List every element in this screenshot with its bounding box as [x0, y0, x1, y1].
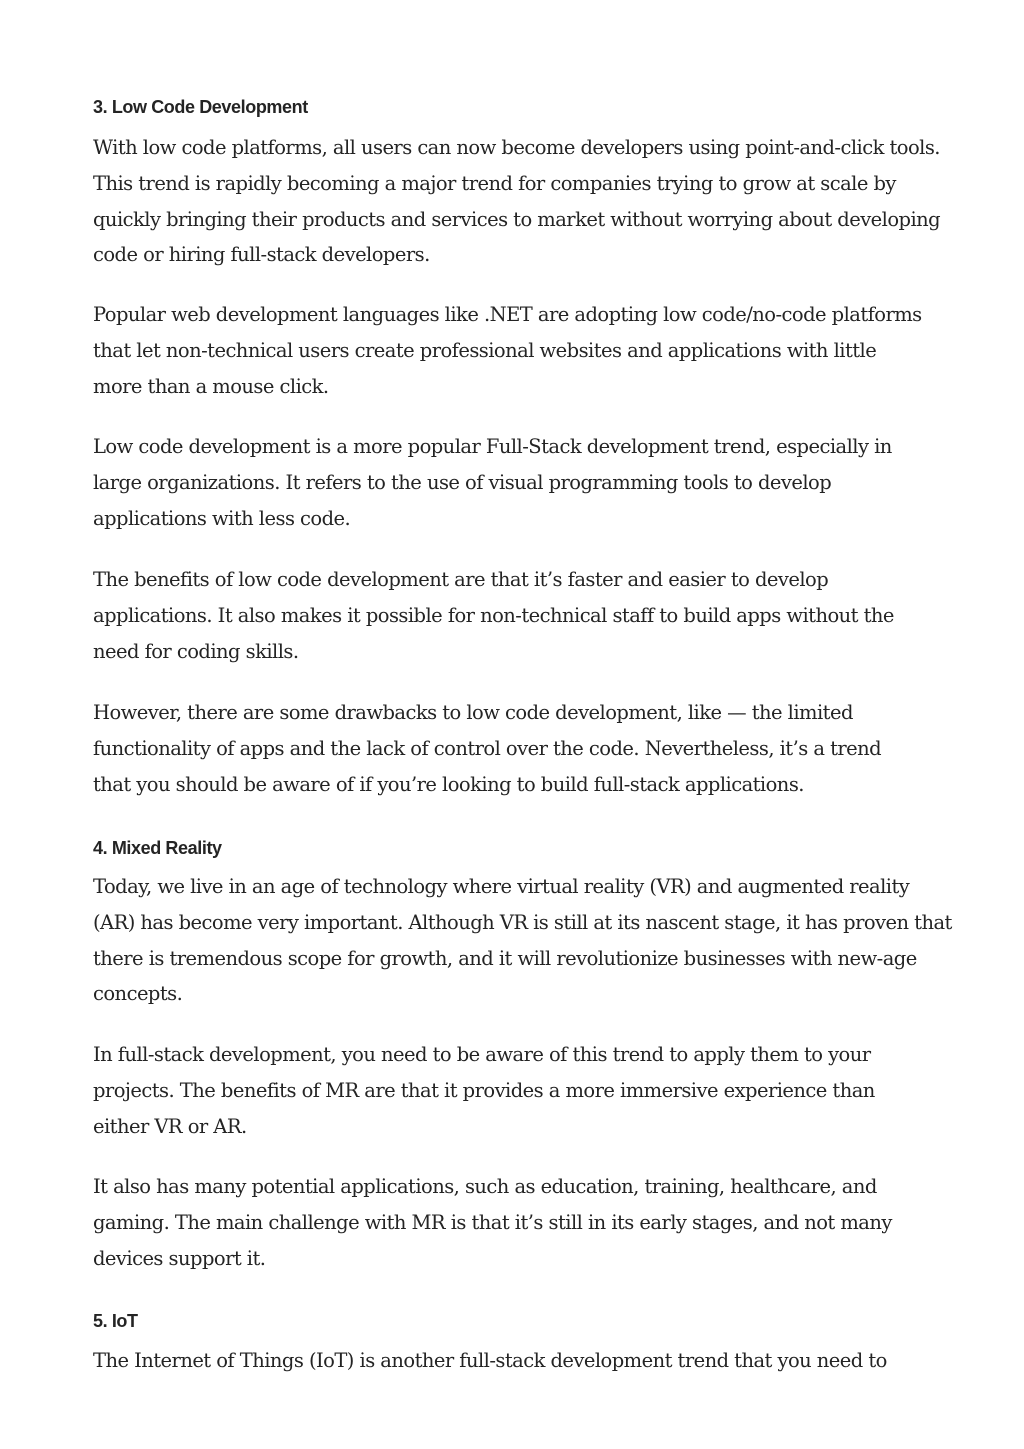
paragraph: The benefits of low code development are that it’s faster and easier to develop applications. It also makes it possible for non-technical staff to build apps without the need for coding skills.	[93, 568, 894, 663]
paragraph: Today, we live in an age of technology where virtual reality (VR) and augmented reality (AR) has become very important. Although VR is still at its nascent stage, it has proven that there is tremendous scope for growth, and it will revolutionize businesses with new-age concepts.	[93, 875, 952, 1006]
paragraph: In full-stack development, you need to be aware of this trend to apply them to your projects. The benefits of MR are that it provides a more immersive experience than either VR or AR.	[93, 1043, 875, 1138]
paragraph: Popular web development languages like .NET are adopting low code/no-code platforms that let non-technical users create professional websites and applications with little more than a mouse click.	[93, 303, 922, 398]
section-heading-iot: 5. IoT	[93, 1311, 138, 1331]
section-heading-low-code: 3. Low Code Development	[93, 97, 308, 117]
paragraph: It also has many potential applications, such as education, training, healthcare, and gaming. The main challenge with MR is that it’s still in its early stages, and not many devices support it.	[93, 1175, 892, 1270]
paragraph: However, there are some drawbacks to low code development, like — the limited functionality of apps and the lack of control over the code. Nevertheless, it’s a trend that you should be aware of if you’re looking to build full-stack applications.	[93, 701, 882, 796]
section-heading-mixed-reality: 4. Mixed Reality	[93, 838, 222, 858]
paragraph: With low code platforms, all users can now become developers using point-and-click tools. This trend is rapidly becoming a major trend for companies trying to grow at scale by quickly bringing their products and services to market without worrying about developing code or hiring full-stack developers.	[93, 136, 941, 267]
paragraph: The Internet of Things (IoT) is another full-stack development trend that you need to	[93, 1349, 887, 1372]
paragraph: Low code development is a more popular Full-Stack development trend, especially in large organizations. It refers to the use of visual programming tools to develop applications with less code.	[93, 435, 892, 530]
